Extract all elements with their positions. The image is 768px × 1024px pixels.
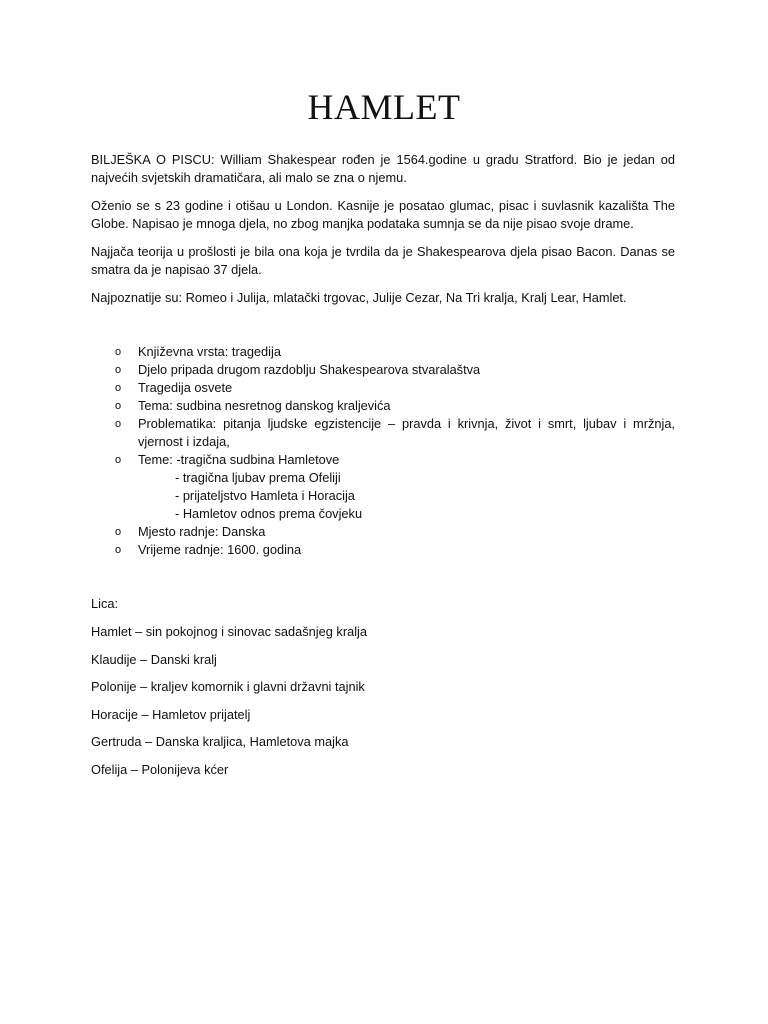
character-line: Klaudije – Danski kralj xyxy=(91,651,217,667)
character-line: Ofelija – Polonijeva kćer xyxy=(91,761,229,777)
teme-subitem: - tragična ljubav prema Ofeliji xyxy=(175,470,341,485)
bullet-circle-icon: o xyxy=(115,418,122,430)
author-note-paragraph: BILJEŠKA O PISCU: William Shakespear rođen je 1564.godine u gradu Stratford. Bio je jedan od najvećih svjetskih dramatičara, ali malo se zna o njemu. xyxy=(91,152,675,185)
list-item-text: Vrijeme radnje: 1600. godina xyxy=(138,542,302,557)
list-item-text: Tema: sudbina nesretnog danskog kraljevića xyxy=(138,398,391,413)
list-item-teme xyxy=(91,451,675,523)
bullet-circle-icon: o xyxy=(115,454,122,466)
list-item xyxy=(91,523,675,541)
bullet-circle-icon: o xyxy=(115,526,122,538)
character-line: Horacije – Hamletov prijatelj xyxy=(91,706,251,722)
list-item xyxy=(91,343,675,361)
list-item-text: Tragedija osvete xyxy=(138,380,233,395)
list-item xyxy=(91,361,675,379)
bullet-circle-icon: o xyxy=(115,544,122,556)
list-item-text: Djelo pripada drugom razdoblju Shakespearova stvaralaštva xyxy=(138,362,481,377)
list-item xyxy=(91,415,675,451)
list-item xyxy=(91,397,675,415)
document-title: HAMLET xyxy=(307,87,461,127)
bullet-circle-icon: o xyxy=(115,382,122,394)
teme-subitem: - Hamletov odnos prema čovjeku xyxy=(175,506,363,521)
analysis-bullet-list xyxy=(91,343,675,559)
characters-heading: Lica: xyxy=(91,596,119,611)
character-line: Polonije – kraljev komornik i glavni državni tajnik xyxy=(91,679,365,694)
character-line: Hamlet – sin pokojnog i sinovac sadašnjeg kralja xyxy=(91,624,367,639)
list-item-text: Književna vrsta: tragedija xyxy=(138,344,281,359)
character-line: Gertruda – Danska kraljica, Hamletova majka xyxy=(91,734,349,749)
list-item xyxy=(91,541,675,559)
bullet-circle-icon: o xyxy=(115,400,122,412)
famous-works-paragraph: Najpoznatije su: Romeo i Julija, mlatački trgovac, Julije Cezar, Na Tri kralja, Kralj Lear, Hamlet. xyxy=(91,290,627,305)
document-body xyxy=(91,151,675,788)
biography-paragraph: Oženio se s 23 godine i otišau u London. Kasnije je posatao glumac, pisac i suvlasnik kazališta The Globe. Napisao je mnoga djela, no zbog manjka podataka sumnja se da nije pisao svoje drame. xyxy=(91,198,675,231)
bullet-circle-icon: o xyxy=(115,364,122,376)
authorship-theory-paragraph: Najjača teorija u prošlosti je bila ona koja je tvrdila da je Shakespearova djela pisao Bacon. Danas se smatra da je napisao 37 djela. xyxy=(91,244,675,277)
list-item-text: Mjesto radnje: Danska xyxy=(138,524,266,539)
bullet-circle-icon: o xyxy=(115,346,122,358)
list-item-text: Problematika: pitanja ljudske egzistencije – pravda i krivnja, život i smrt, ljubav i mržnja, vjernost i izdaja, xyxy=(138,416,675,449)
list-item-text: Teme: -tragična sudbina Hamletove xyxy=(138,452,340,467)
list-item xyxy=(91,379,675,397)
teme-subitem: - prijateljstvo Hamleta i Horacija xyxy=(175,488,355,503)
